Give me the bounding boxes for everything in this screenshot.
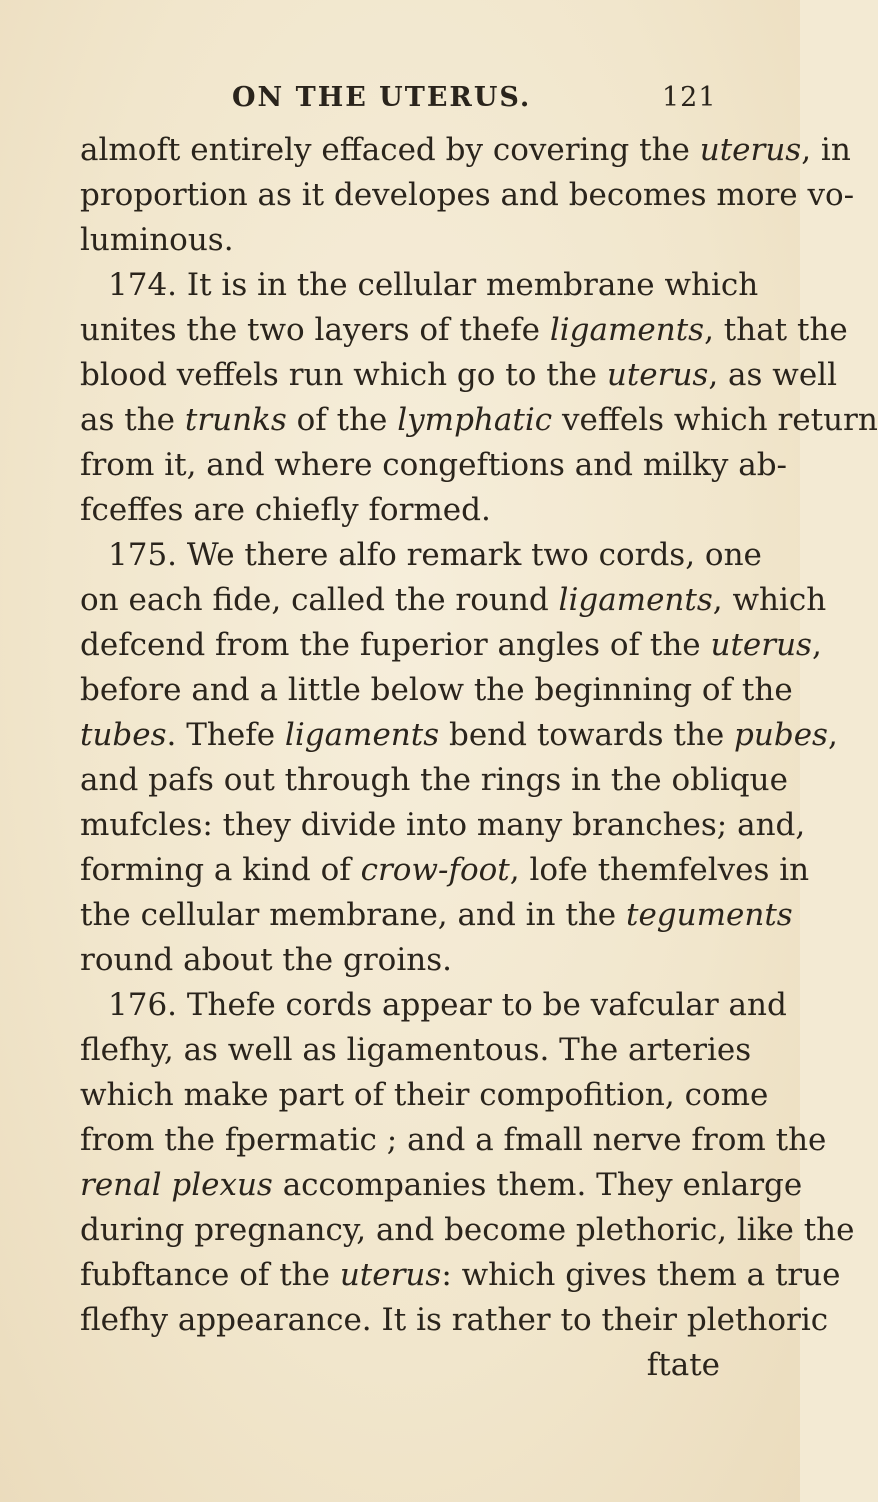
italic-term: ligaments [549, 312, 705, 348]
text-line [80, 1028, 752, 1073]
text-line [80, 983, 787, 1028]
italic-term: lymphatic [397, 402, 553, 438]
text-segment: round about the groins. [80, 942, 452, 978]
text-line [80, 938, 720, 983]
italic-term: renal plexus [80, 1167, 273, 1203]
text-segment: : which gives them a true [441, 1257, 841, 1293]
text-line [80, 1253, 841, 1298]
text-segment: , that the [704, 312, 848, 348]
page-number: 121 [662, 82, 717, 113]
text-line [80, 353, 837, 398]
text-segment: from the fpermatic ; and a fmall nerve from the [80, 1122, 827, 1158]
text-segment: fubftance of the [80, 1257, 340, 1293]
text-segment: defcend from the fuperior angles of the [80, 627, 711, 663]
text-segment: fceffes are chiefly formed. [80, 492, 491, 528]
text-line [80, 308, 848, 353]
text-segment: from it, and where congeftions and milky ab- [80, 447, 788, 483]
text-segment: . Thefe [166, 717, 285, 753]
text-segment: veffels which return [552, 402, 878, 438]
text-segment: , as well [708, 357, 837, 393]
text-segment: the cellular membrane, and in the [80, 897, 626, 933]
italic-term: teguments [626, 897, 793, 933]
italic-term: uterus [339, 1257, 442, 1293]
body-text [80, 128, 878, 1388]
text-segment: 176. Thefe cords appear to be vafcular and [108, 987, 787, 1023]
text-segment: of the [286, 402, 398, 438]
italic-term: uterus [606, 357, 709, 393]
text-line [80, 1343, 720, 1388]
text-segment: , [811, 627, 822, 663]
italic-term: ligaments [284, 717, 440, 753]
text-line [80, 1118, 827, 1163]
text-segment: blood veffels run which go to the [80, 357, 607, 393]
text-line [80, 893, 793, 938]
text-line [80, 578, 827, 623]
text-line [80, 128, 851, 173]
text-segment: , [827, 717, 838, 753]
text-segment: before and a little below the beginning of the [80, 672, 793, 708]
text-segment: flefhy, as well as ligamentous. The arteries [80, 1032, 752, 1068]
text-line [80, 1163, 803, 1208]
text-segment: which make part of their compofition, come [80, 1077, 769, 1113]
text-segment: ftate [646, 1347, 720, 1383]
text-segment: 175. We there alfo remark two cords, one [108, 537, 762, 573]
running-title: ON THE UTERUS. [232, 82, 532, 113]
text-segment: , in [801, 132, 851, 168]
text-segment: , which [712, 582, 827, 618]
text-line [80, 173, 855, 218]
text-line [80, 848, 810, 893]
text-line [80, 218, 720, 263]
text-segment: forming a kind of [80, 852, 361, 888]
text-line [80, 1208, 855, 1253]
text-segment: luminous. [80, 222, 234, 258]
text-line [80, 533, 762, 578]
text-line [80, 758, 788, 803]
text-segment: 174. It is in the cellular membrane which [108, 267, 759, 303]
italic-term: crow-foot [360, 852, 510, 888]
page-header [0, 82, 800, 122]
text-line [80, 623, 822, 668]
text-segment: proportion as it developes and becomes more vo- [80, 177, 855, 213]
italic-term: pubes [734, 717, 828, 753]
text-segment: and pafs out through the rings in the oblique [80, 762, 788, 798]
text-line [80, 668, 793, 713]
text-segment: flefhy appearance. It is rather to their plethoric [80, 1302, 829, 1338]
text-line [80, 488, 720, 533]
text-line [80, 398, 878, 443]
text-segment: , lofe themfelves in [509, 852, 810, 888]
text-line [80, 1073, 769, 1118]
text-segment: accompanies them. They enlarge [272, 1167, 803, 1203]
text-segment: as the [80, 402, 185, 438]
text-line [80, 803, 806, 848]
text-line [80, 443, 788, 488]
text-segment: on each fide, called the round [80, 582, 559, 618]
italic-term: uterus [710, 627, 812, 663]
text-segment: during pregnancy, and become plethoric, like the [80, 1212, 855, 1248]
text-line [80, 1298, 829, 1343]
italic-term: tubes [80, 717, 167, 753]
text-segment: bend towards the [439, 717, 735, 753]
text-line [80, 713, 838, 758]
text-segment: unites the two layers of thefe [80, 312, 550, 348]
italic-term: trunks [184, 402, 287, 438]
italic-term: ligaments [558, 582, 713, 618]
italic-term: uterus [699, 132, 802, 168]
text-line [80, 263, 759, 308]
text-segment: almoft entirely effaced by covering the [80, 132, 700, 168]
text-segment: mufcles: they divide into many branches; and, [80, 807, 806, 843]
